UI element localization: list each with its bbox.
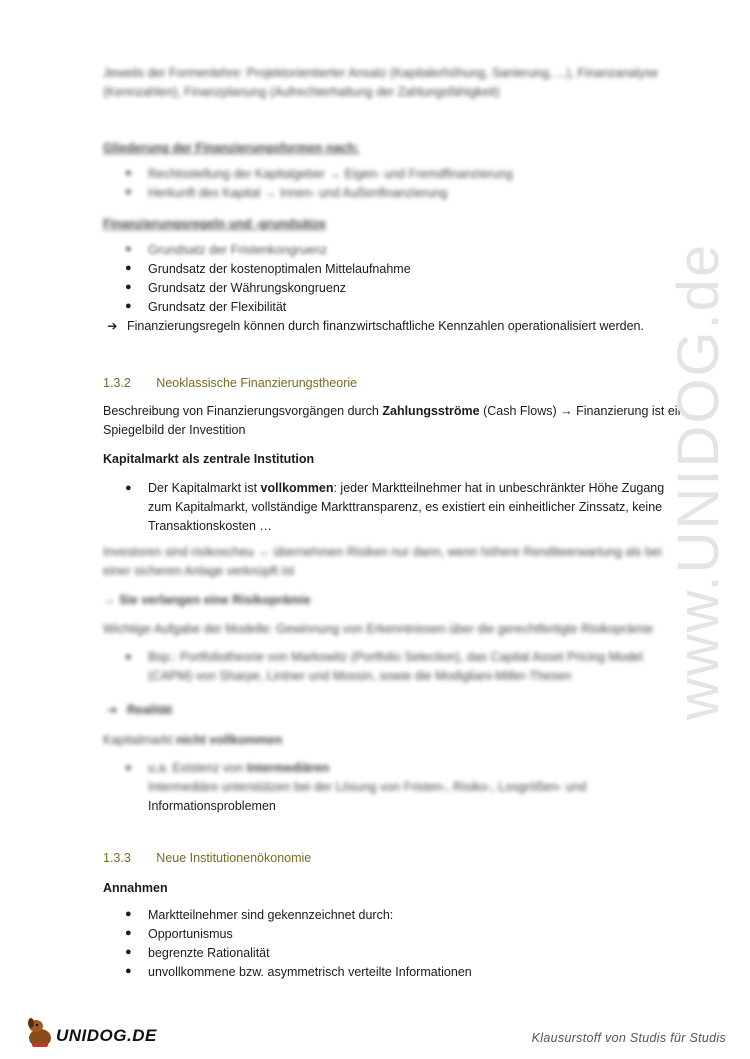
regeln-item-text: Grundsatz der Fristenkongruenz — [148, 243, 328, 257]
blurred-intro-line2: (Kennzahlen), Finanzplanung (Aufrechterhaltung der Zahlungsfähigkeit) — [103, 85, 500, 99]
section-title: Neoklassische Finanzierungstheorie — [156, 376, 358, 390]
kapitalmarkt-nicht-prefix: Kapitalmarkt — [103, 733, 176, 747]
kapitalmarkt-line3: Transaktionskosten … — [148, 519, 272, 533]
beschreibung-paragraph — [103, 402, 683, 440]
bullet-dot: ● — [125, 167, 132, 179]
arrow-line — [107, 318, 644, 333]
regeln-item-text: Grundsatz der kostenoptimalen Mittelaufnahme — [148, 262, 411, 276]
blurred-intro-line1: Jeweils der Formenlehre: Projektorientierter Ansatz (Kapitalerhöhung, Sanierung, ...), Finanzanalyse — [103, 66, 659, 80]
blurred-intro — [103, 64, 683, 102]
bullet-dot: ● — [125, 908, 132, 920]
kapitalmarkt-nicht-bold: nicht vollkommen — [175, 733, 283, 747]
beschreibung-line2: Spiegelbild der Investition — [103, 423, 246, 437]
annahmen-item-text: Marktteilnehmer sind gekennzeichnet durch: — [148, 908, 394, 922]
existenz-bold: Intermediären — [246, 761, 330, 775]
kapitalmarkt-line2: zum Kapitalmarkt, vollständige Markttransparenz, es existiert ein einheitlicher Zinssatz, keine — [148, 500, 663, 514]
section-number: 1.3.3 — [103, 851, 131, 865]
bsp-line2: (CAPM) von Sharpe, Lintner und Mossin, sowie die Modigliani-Miller-Thesen — [148, 669, 572, 683]
kapitalmarkt-heading: Kapitalmarkt als zentrale Institution — [103, 452, 315, 466]
realitaet-line — [107, 702, 172, 717]
bullet-dot: ● — [125, 946, 132, 958]
kapitalmarkt-prefix: Der Kapitalmarkt ist — [148, 481, 261, 495]
regeln-item-text: Grundsatz der Flexibilität — [148, 300, 287, 314]
bullet-dot: ● — [125, 243, 132, 255]
kapitalmarkt-suffix: : jeder Marktteilnehmer hat in unbeschränkter Höhe Zugang — [333, 481, 665, 495]
section-132-heading — [103, 376, 357, 390]
footer-brand: UNIDOG.DE — [56, 1026, 157, 1045]
gliederung-heading: Gliederung der Finanzierungsformen nach: — [103, 141, 360, 155]
annahmen-item-text: Opportunismus — [148, 927, 233, 941]
section-133-heading — [103, 851, 311, 865]
section-number: 1.3.2 — [103, 376, 131, 390]
risikopraemie-line: → Sie verlangen eine Risikoprämie — [103, 593, 311, 607]
investoren-line2: einer sicheren Anlage verknüpft ist — [103, 564, 295, 578]
footer-tagline: Klausurstoff von Studis für Studis — [531, 1031, 726, 1045]
investoren-line1: Investoren sind risikoscheu → übernehmen Risiken nur dann, wenn höhere Renditeerwartung als bei — [103, 545, 662, 559]
bullet-dot: ● — [125, 651, 132, 663]
gliederung-item-text: Herkunft des Kapital → Innen- und Außenfinanzierung — [148, 186, 448, 200]
annahmen-heading: Annahmen — [103, 881, 168, 895]
regeln-item-text: Grundsatz der Währungskongruenz — [148, 281, 347, 295]
bullet-dot: ● — [125, 300, 132, 312]
existenz-prefix: u.a. Existenz von — [148, 761, 247, 775]
bullet-dot: ● — [125, 965, 132, 977]
section-title: Neue Institutionenökonomie — [156, 851, 312, 865]
informationsproblemen-line: Informationsproblemen — [148, 799, 276, 813]
bsp-line1: Bsp.: Portfoliotheorie von Markowitz (Portfolio Selection), das Capital Asset Pricing Model — [148, 650, 643, 664]
bullet-dot: ● — [125, 262, 132, 274]
kapitalmarkt-bold: vollkommen — [260, 481, 334, 495]
arrow-right-icon: ➔ — [107, 703, 118, 717]
bullet-dot: ● — [125, 186, 132, 198]
kapitalmarkt-nicht-line — [103, 731, 683, 750]
intermed-line: Intermediäre unterstützen bei der Lösung von Fristen-, Risiko-, Losgrößen- und — [148, 780, 587, 794]
bullet-dot: ● — [125, 927, 132, 939]
kapitalmarkt-bullet — [125, 479, 685, 536]
regeln-heading: Finanzierungsregeln und -grundsätze — [103, 217, 326, 231]
intermediaere-bullet — [125, 759, 685, 816]
bsp-bullet — [125, 648, 685, 686]
annahmen-item-text: unvollkommene bzw. asymmetrisch verteilte Informationen — [148, 965, 472, 979]
gliederung-item-text: Rechtsstellung der Kapitalgeber → Eigen- und Fremdfinanzierung — [148, 167, 513, 181]
aufgabe-line: Wichtige Aufgabe der Modelle: Gewinnung von Erkenntnissen über die gerechtfertigte Risikoprämie — [103, 622, 654, 636]
bullet-dot: ● — [125, 482, 132, 494]
beschreibung-bold: Zahlungsströme — [382, 404, 480, 418]
arrow-right-icon: ➔ — [107, 319, 118, 333]
watermark: www.UNIDOG.de — [666, 242, 731, 720]
investoren-paragraph — [103, 543, 683, 581]
beschreibung-prefix: Beschreibung von Finanzierungsvorgängen durch — [103, 404, 383, 418]
bullet-dot: ● — [125, 762, 132, 774]
beschreibung-suffix: (Cash Flows) → Finanzierung ist ein — [479, 404, 685, 418]
arrow-line-text: Finanzierungsregeln können durch finanzwirtschaftliche Kennzahlen operationalisiert werden. — [126, 319, 644, 333]
bullet-dot: ● — [125, 281, 132, 293]
annahmen-item-text: begrenzte Rationalität — [148, 946, 270, 960]
existenz-line — [148, 759, 685, 778]
realitaet-text: Realität — [126, 703, 173, 717]
